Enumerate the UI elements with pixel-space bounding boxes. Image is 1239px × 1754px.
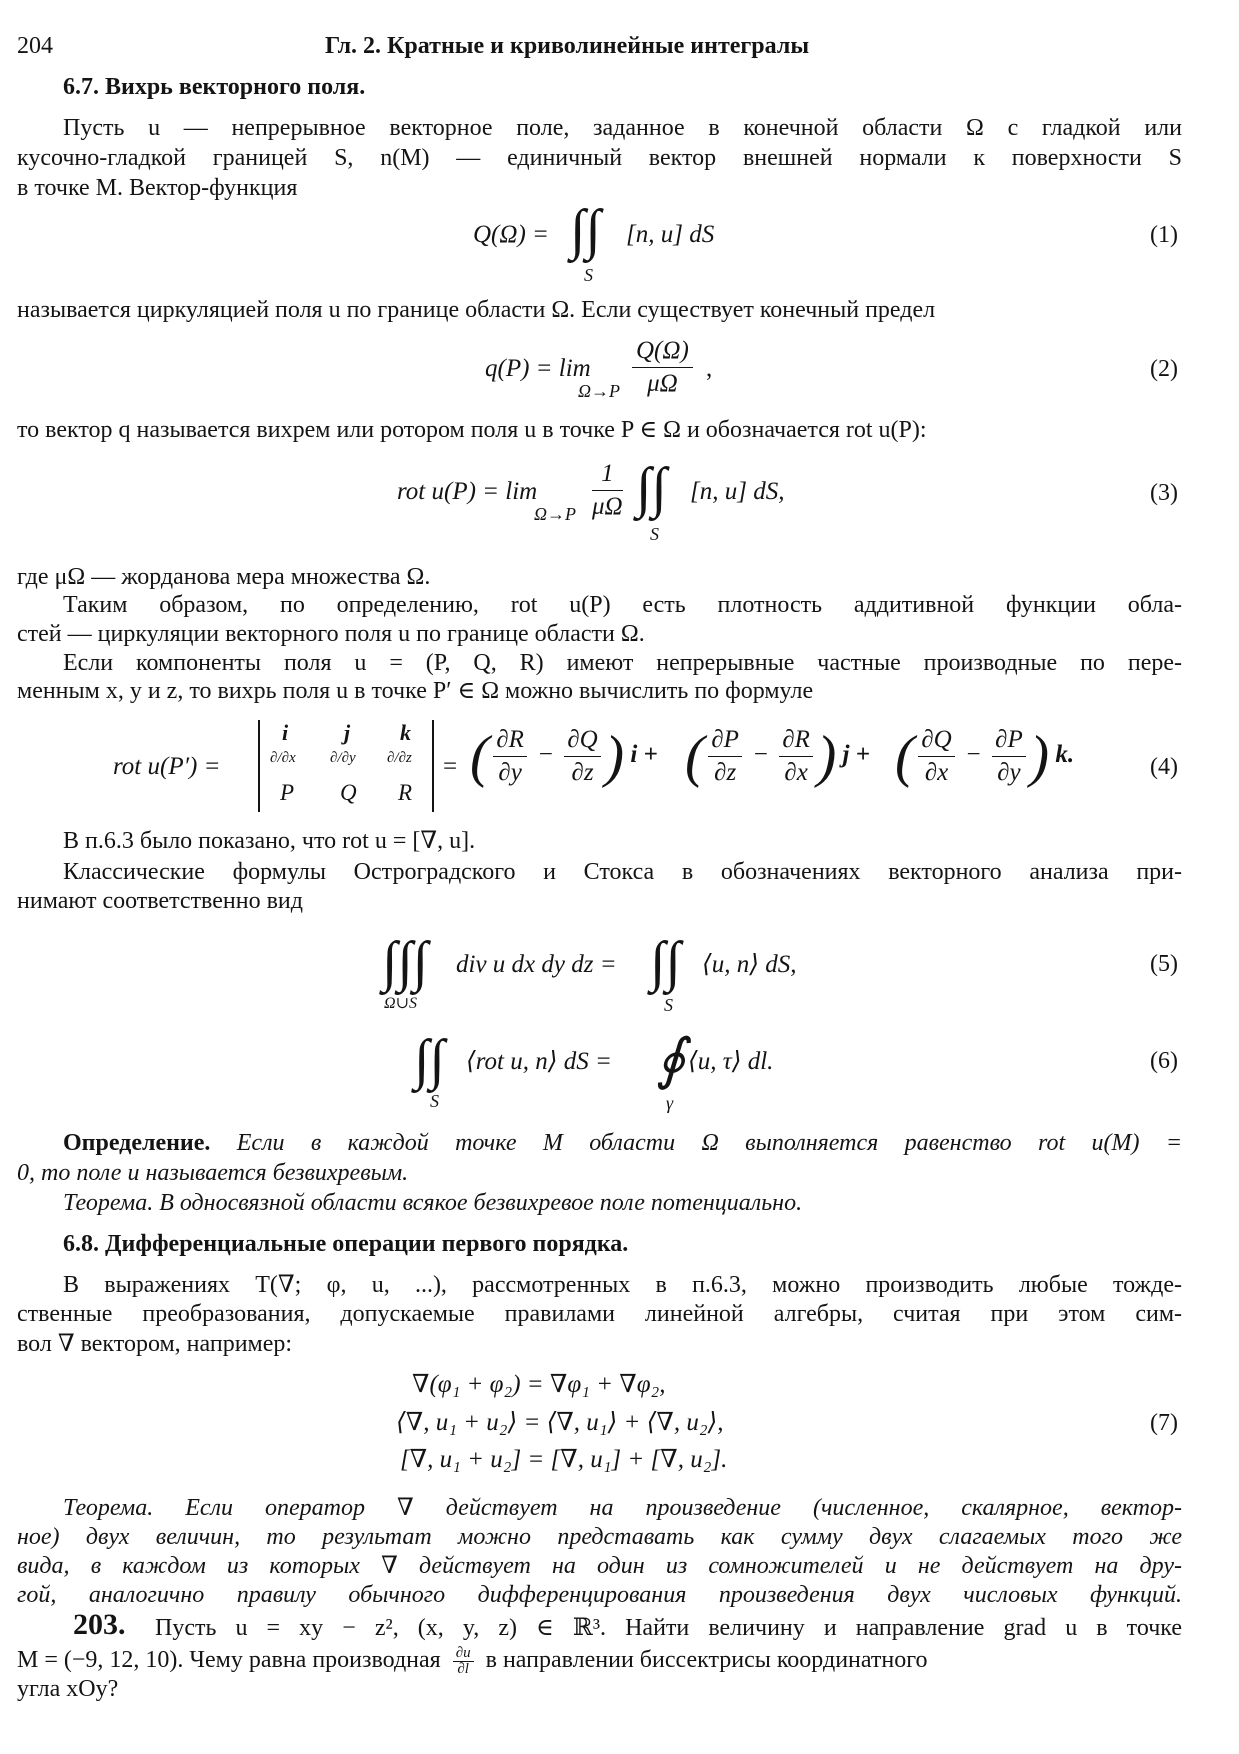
page-number: 204 bbox=[17, 33, 53, 59]
equation-number-4: (4) bbox=[1150, 754, 1178, 780]
eq3-integral-domain: S bbox=[650, 524, 659, 544]
eq4-lhs: rot u(P′) = bbox=[113, 753, 221, 780]
eq6-lhs-domain: S bbox=[430, 1091, 439, 1111]
paragraph-line: вол ∇ вектором, например: bbox=[17, 1331, 293, 1357]
eq3-lhs: rot u(P) = lim bbox=[397, 478, 538, 505]
fraction-numerator: ∂u bbox=[453, 1646, 474, 1662]
eq6-rhs: ⟨u, τ⟩ dl. bbox=[688, 1048, 774, 1075]
equation-number-3: (3) bbox=[1150, 480, 1178, 506]
eq2-fraction bbox=[632, 335, 693, 400]
definition-text: Если в каждой точке M области Ω выполняется равенство rot u(M) = bbox=[236, 1130, 1183, 1156]
double-integral-sign: ∫∫ bbox=[636, 457, 667, 519]
det-cell: Q bbox=[340, 780, 357, 805]
section-heading-6-7: 6.7. Вихрь векторного поля. bbox=[63, 74, 366, 100]
eq3-fraction bbox=[592, 458, 623, 523]
definition-line bbox=[63, 1128, 1182, 1158]
paragraph-line: называется циркуляцией поля u по границе области Ω. Если существует конечный предел bbox=[17, 297, 936, 323]
det-cell: k bbox=[400, 720, 411, 745]
equation-number-2: (2) bbox=[1150, 356, 1178, 382]
left-paren: ( bbox=[470, 723, 490, 789]
triple-integral-sign: ∫∫∫ bbox=[382, 931, 429, 993]
theorem-line: гой, аналогично правилу обычного дифференцирования произведения двух числовых функций. bbox=[17, 1582, 1182, 1608]
problem-line: Пусть u = xy − z², (x, y, z) ∈ ℝ³. Найти величину и направление grad u в точке bbox=[155, 1615, 1182, 1641]
left-paren: ( bbox=[895, 723, 915, 789]
theorem-text: Если оператор ∇ действует на произведение (численное, скалярное, вектор- bbox=[185, 1495, 1182, 1521]
fraction-numerator: ∂Q bbox=[564, 724, 600, 757]
eq4-term-3: ( $\frac{\partial Q}{\partial x}$ − $\frac{\partial P}{\partial y}$ ) k. bbox=[895, 723, 1075, 789]
eq2-limit-subscript: Ω→P bbox=[578, 381, 621, 401]
fraction-denominator: ∂x bbox=[924, 759, 949, 786]
definition-line: 0, то поле u называется безвихревым. bbox=[17, 1160, 409, 1186]
paragraph-line: Пусть u — непрерывное векторное поле, заданное в конечной области Ω с гладкой или bbox=[63, 115, 1182, 141]
fraction-numerator: ∂R bbox=[779, 724, 813, 757]
paragraph-line: менным x, y и z, то вихрь поля u в точке P′ ∈ Ω можно вычислить по формуле bbox=[17, 678, 814, 704]
fraction-numerator: ∂P bbox=[992, 724, 1026, 757]
equation-number-5: (5) bbox=[1150, 951, 1178, 977]
unit-vector: i + bbox=[630, 741, 658, 769]
eq2-numerator: Q(Ω) bbox=[632, 335, 693, 368]
left-paren: ( bbox=[685, 723, 705, 789]
fraction-denominator: ∂l bbox=[457, 1660, 469, 1677]
problem-number: 203. bbox=[73, 1608, 126, 1641]
problem-line: угла xOy? bbox=[17, 1676, 119, 1702]
eq1-lhs: Q(Ω) = bbox=[473, 221, 549, 248]
fraction-denominator: ∂y bbox=[498, 759, 522, 786]
right-paren: ) bbox=[1029, 723, 1050, 789]
eq2-comma: , bbox=[706, 355, 713, 382]
eq6-rhs-domain: γ bbox=[666, 1093, 674, 1113]
fraction-denominator: ∂z bbox=[571, 759, 594, 786]
det-cell: P bbox=[280, 780, 295, 805]
eq7-line-1: ∇(φ₁ + φ₂) = ∇φ₁ + ∇φ₂, bbox=[412, 1371, 666, 1398]
section-heading-6-8: 6.8. Дифференциальные операции первого порядка. bbox=[63, 1231, 629, 1257]
definition-label: Определение. bbox=[63, 1130, 211, 1156]
running-header: Гл. 2. Кратные и криволинейные интегралы bbox=[325, 33, 810, 59]
paragraph-line: то вектор q называется вихрем или ротором поля u в точке P ∈ Ω и обозначается rot u(P): bbox=[17, 417, 927, 443]
fraction-numerator: ∂P bbox=[708, 724, 742, 757]
eq7-line-3: [∇, u₁ + u₂] = [∇, u₁] + [∇, u₂]. bbox=[400, 1446, 728, 1473]
theorem-text: В односвязной области всякое безвихревое поле потенциально. bbox=[159, 1190, 803, 1216]
fraction-denominator: ∂z bbox=[714, 759, 737, 786]
unit-vector: j + bbox=[842, 741, 870, 769]
eq3-denominator: μΩ bbox=[592, 493, 623, 520]
paragraph-line: стей — циркуляции векторного поля u по границе области Ω. bbox=[17, 621, 645, 647]
equation-number-1: (1) bbox=[1150, 222, 1178, 248]
fraction-denominator: ∂y bbox=[997, 759, 1021, 786]
fraction-denominator: ∂x bbox=[784, 759, 808, 786]
eq5-lhs: div u dx dy dz = bbox=[456, 951, 617, 978]
right-paren: ) bbox=[604, 723, 625, 789]
eq2-denominator: μΩ bbox=[647, 370, 678, 397]
directional-derivative bbox=[453, 1646, 474, 1677]
theorem-line bbox=[63, 1493, 1182, 1523]
eq2-lhs: q(P) = lim bbox=[485, 355, 591, 382]
theorem-line: ное) двух величин, то результат можно представать как сумму двух слагаемых того же bbox=[17, 1524, 1182, 1550]
paragraph-line: В п.6.3 было показано, что rot u = [∇, u]. bbox=[63, 828, 476, 854]
equation-number-7: (7) bbox=[1150, 1410, 1178, 1436]
theorem-line: вида, в каждом из которых ∇ действует на один из сомножителей и не действует на дру- bbox=[17, 1553, 1182, 1579]
unit-vector: k. bbox=[1055, 741, 1075, 769]
det-cell: j bbox=[344, 720, 351, 745]
eq5-rhs-domain: S bbox=[664, 995, 673, 1015]
theorem-line bbox=[63, 1188, 1182, 1218]
det-cell: ∂/∂z bbox=[387, 750, 412, 766]
paragraph-line: В выражениях T(∇; φ, u, ...), рассмотренных в п.6.3, можно производить любые тожде- bbox=[63, 1272, 1182, 1298]
paragraph-line: кусочно-гладкой границей S, n(M) — единичный вектор внешней нормали к поверхности S bbox=[17, 145, 1182, 171]
eq6-lhs: ⟨rot u, n⟩ dS = bbox=[466, 1048, 612, 1075]
eq1-rhs: [n, u] dS bbox=[626, 221, 715, 248]
paragraph-line: Таким образом, по определению, rot u(P) есть плотность аддитивной функции обла- bbox=[63, 592, 1182, 618]
paragraph-line: Классические формулы Остроградского и Стокса в обозначениях векторного анализа при- bbox=[63, 859, 1182, 885]
paragraph-line: где μΩ — жорданова мера множества Ω. bbox=[17, 564, 431, 590]
eq3-limit-subscript: Ω→P bbox=[534, 504, 577, 524]
det-cell: R bbox=[398, 780, 413, 805]
det-cell: ∂/∂x bbox=[270, 750, 296, 766]
theorem-label: Теорема. bbox=[63, 1495, 154, 1521]
theorem-label: Теорема. bbox=[63, 1190, 154, 1216]
eq4-term-1: ( $\frac{\partial R}{\partial y}$ − $\frac{\partial Q}{\partial z}$ ) i + bbox=[470, 723, 658, 789]
double-integral-sign: ∫∫ bbox=[570, 199, 601, 261]
eq3-rhs: [n, u] dS, bbox=[690, 478, 785, 505]
eq5-rhs: ⟨u, n⟩ dS, bbox=[702, 951, 797, 978]
eq4-equals: = bbox=[443, 753, 458, 780]
paragraph-line: нимают соответственно вид bbox=[17, 888, 303, 914]
paragraph-line: Если компоненты поля u = (P, Q, R) имеют непрерывные частные производные по пере- bbox=[63, 650, 1182, 676]
problem-text: в направлении биссектрисы координатного bbox=[485, 1647, 928, 1673]
fraction-numerator: ∂Q bbox=[918, 724, 954, 757]
det-cell: i bbox=[282, 720, 289, 745]
right-paren: ) bbox=[816, 723, 837, 789]
eq7-line-2: ⟨∇, u₁ + u₂⟩ = ⟨∇, u₁⟩ + ⟨∇, u₂⟩, bbox=[396, 1409, 724, 1436]
eq3-numerator: 1 bbox=[592, 458, 623, 491]
double-integral-sign: ∫∫ bbox=[414, 1029, 445, 1091]
paragraph-line: ственные преобразования, допускаемые правилами линейной алгебры, считая при этом сим- bbox=[17, 1301, 1182, 1327]
determinant-matrix bbox=[258, 720, 434, 812]
contour-integral-sign: ∮ bbox=[656, 1029, 686, 1091]
problem-line bbox=[17, 1645, 1182, 1677]
eq1-integral-domain: S bbox=[584, 265, 593, 285]
eq5-lhs-domain: Ω∪S bbox=[384, 995, 417, 1012]
det-cell: ∂/∂y bbox=[330, 750, 356, 766]
equation-number-6: (6) bbox=[1150, 1048, 1178, 1074]
double-integral-sign: ∫∫ bbox=[650, 931, 681, 993]
eq4-term-2: ( $\frac{\partial P}{\partial z}$ − $\frac{\partial R}{\partial x}$ ) j + bbox=[685, 723, 870, 789]
fraction-numerator: ∂R bbox=[493, 724, 527, 757]
paragraph-line: в точке M. Вектор-функция bbox=[17, 175, 298, 201]
problem-text: M = (−9, 12, 10). Чему равна производная bbox=[17, 1647, 441, 1673]
